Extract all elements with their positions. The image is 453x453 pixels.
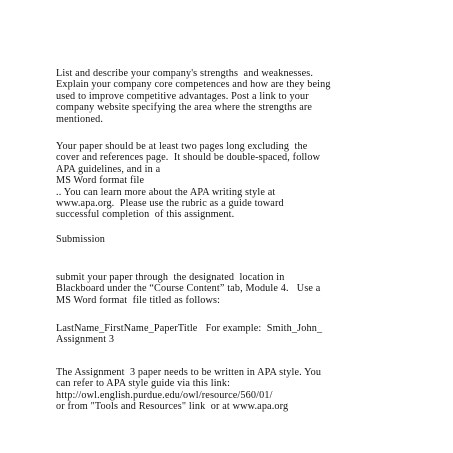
text-line: MS Word format file xyxy=(56,175,145,187)
text-line: List and describe your company's strengths and weaknesses. xyxy=(56,68,314,79)
paragraph-strengths-weaknesses xyxy=(56,68,446,125)
text-line: Your paper should be at least two pages long excluding the xyxy=(56,141,308,152)
paragraph-file-name-format xyxy=(56,323,446,346)
text-line: APA guidelines, and in a xyxy=(56,163,161,175)
text-line: Assignment 3 xyxy=(56,334,115,346)
text-line: used to improve competitive advantages. Post a link to your xyxy=(56,90,309,102)
text-line: MS Word format file titled as follows: xyxy=(56,294,221,306)
text-line: submit your paper through the designated location in xyxy=(56,272,285,283)
text-line: The Assignment 3 paper needs to be written in APA style. You xyxy=(56,367,322,378)
paragraph-submission-instructions xyxy=(56,272,446,306)
text-line: or from "Tools and Resources" link or at www.apa.org xyxy=(56,401,289,413)
paragraph-apa-style xyxy=(56,367,446,413)
text-line: company website specifying the area where the strengths are xyxy=(56,102,313,114)
text-line: LastName_FirstName_PaperTitle For example: Smith_John_ xyxy=(56,323,323,334)
section-heading-submission xyxy=(56,234,446,245)
text-line: Explain your company core competences and how are they being xyxy=(56,79,331,91)
paragraph-paper-requirements xyxy=(56,141,446,221)
text-line: www.apa.org. Please use the rubric as a guide toward xyxy=(56,198,284,210)
text-line: Blackboard under the “Course Content” tab, Module 4. Use a xyxy=(56,283,321,295)
text-line: mentioned. xyxy=(56,113,104,125)
text-line: successful completion of this assignment. xyxy=(56,209,235,221)
text-line: can refer to APA style guide via this link: xyxy=(56,378,231,390)
apa-guide-link-text: http://owl.english.purdue.edu/owl/resource/560/01/ xyxy=(56,389,273,401)
text-line: .. You can learn more about the APA writing style at xyxy=(56,186,276,198)
text-line: cover and references page. It should be double-spaced, follow xyxy=(56,152,321,164)
heading-text: Submission xyxy=(56,234,106,245)
